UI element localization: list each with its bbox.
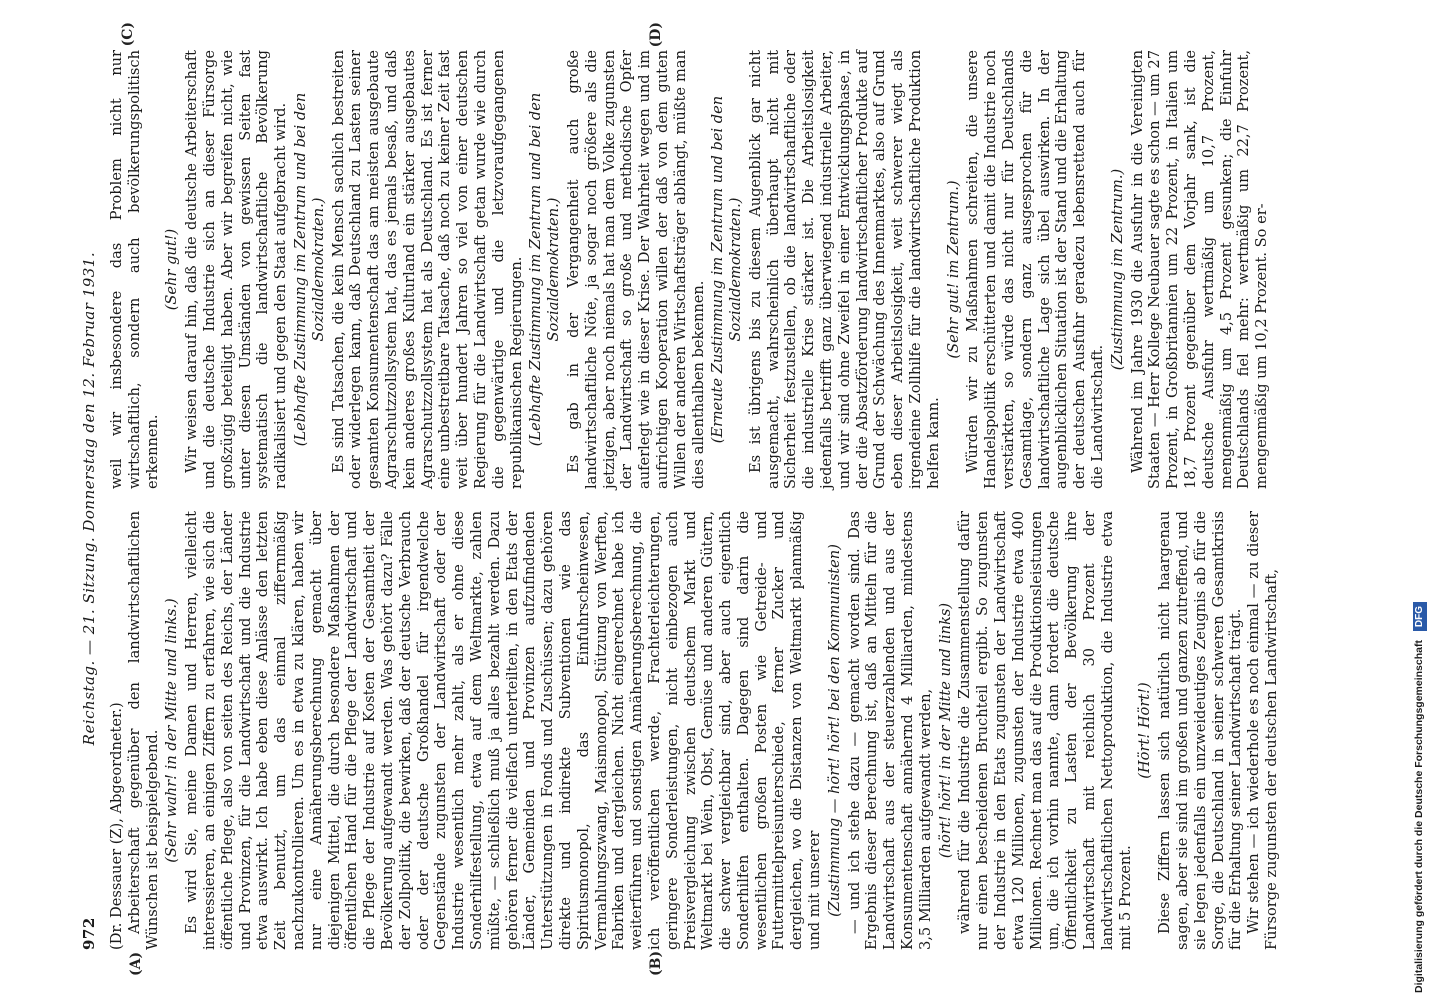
paragraph: Es gab in der Vergangenheit auch große landwirtschaftliche Nöte, ja sogar noch größere als die jetzigen, aber noch niemals hat man dem Volke zugunsten der Landwirtschaft so große und methodische Opfer auferlegt wie in dieser Krise. Der Wahrheit wegen und im aufrichtigen Kooperation willen der daß von dem guten Willen der anderen Wirtschaftsträger abhängt, müßte man dies allenthalben bekennen. <box>564 50 707 489</box>
interjection: (Sehr gut! im Zentrum.) <box>944 180 962 359</box>
paragraph: Arbeiterschaft gegenüber den landwirtschaftlichen Wünschen ist beispielgebend. <box>125 511 161 950</box>
session-title: Reichstag. — 21. Sitzung. Donnerstag den 12. Februar 1931. <box>80 251 98 746</box>
paragraph: — und ich stehe dazu — gemacht worden sind. Das Ergebnis dieser Berechnung ist, daß an Mitteln für die Landwirtschaft aus der steuerzahlenden und aus der Konsumentenschaft annähernd 4 Milliarden, mindestens 3,5 Milliarden aufgewandt werden, <box>845 511 934 950</box>
paragraph: Wir weisen darauf hin, daß die deutsche Arbeiterschaft und die deutsche Industrie sich an dieser Fürsorge großzügig beteiligt haben. Aber wir begreifen nicht, wie unter diesen Umständen von gewissen Seiten fast systematisch die landwirtschaftliche Bevölkerung radikalisiert und gegen den Staat aufgebracht wird. <box>183 50 290 489</box>
paragraph: Es sind Tatsachen, die kein Mensch sachlich bestreiten oder widerlegen kann, daß Deutschland zu Lasten seiner gesamten Konsumentenschaft das am meisten ausgebaute Agrarschutzzollsystem hat, das es jemals besaß, und daß kein anderes großes Kulturland ein stärker ausgebautes Agrarschutzzollsystem hat als Deutschland. Es ist ferner eine unbestreitbare Tatsache, daß noch zu keiner Zeit fast weit über hundert Jahren so viel von einer deutschen Regierung für die Landwirtschaft getan wurde wie durch die gegenwärtige und die letzvoraufgegangenen republikanischen Regierungen. <box>329 50 525 489</box>
paragraph: Während im Jahre 1930 die Ausfuhr in die Vereinigten Staaten — Herr Kollege Neubauer sagte es schon — um 27 Prozent, in Großbritannien um 22 Prozent, in Italien um 18,7 Prozent gegenüber dem Vorjahr sank, ist die deutsche Ausfuhr wertmäßig um 10,7 Prozent, mengenmäßig um 4,5 Prozent gesunken; die Einfuhr Deutschlands fiel mehr: wertmäßig um 22,7 Prozent, mengenmäßig um 10,2 Prozent. So er- <box>1128 50 1271 489</box>
margin-marker-d: (D) <box>648 22 664 48</box>
page-header <box>80 50 102 950</box>
left-column <box>108 511 1313 976</box>
interjection: (Hört! Hört!) <box>1136 682 1154 779</box>
interjection: (Sehr gut!) <box>163 228 181 311</box>
right-column <box>108 22 1313 489</box>
interjection: (Lebhafte Zustimmung im Zentrum und bei den Sozialdemokraten.) <box>527 92 563 447</box>
interjection: (Lebhafte Zustimmung im Zentrum und bei den Sozialdemokraten.) <box>291 92 327 447</box>
interjection: (Zustimmung — hört! hört! bei den Kommunisten) <box>825 544 843 917</box>
paragraph: Es wird Sie, meine Damen und Herren, vielleicht interessieren, an einigen Ziffern zu erfahren, wie sich die öffentliche Pflege, also von seiten des Reichs, der Länder und Provinzen, für die Landwirtschaft und die Industrie etwa auswirkt. Ich habe eben diese Anlässe den letzten Zeit benutzt, um das einmal ziffernmäßig nachzukontrollieren. Um es in etwa zu klären, haben wir nur eine Annäherungsberechnung gemacht über diejenigen Mittel, die durch besondere Maßnahmen der öffentlichen Hand für die Pflege der Landwirtschaft und die Pflege der Industrie auf Kosten der Gesamtheit der Bevölkerung aufgewandt werden. Was gehört dazu? Fälle der Zollpolitik, die bewirken, daß der deutsche Verbrauch oder der deutsche Großhandel für irgendwelche Gegenstände zugunsten der Landwirtschaft oder der Industrie wesentlich mehr zahlt, als er ohne diese Sonderhilfestellung, etwa auf dem Weltmarkte, zahlen müßte, — schließlich muß ja alles bezahlt werden. Dazu gehören ferner die vielfach unterteilten, in den Etats der Länder, Gemeinden und Provinzen aufzufindenden Unterstützungen in Fonds und Zuschüssen; dazu gehören direkte und indirekte Subventionen wie das Spiritusmonopol, das Einfuhrscheinwesen, Vermahlungszwang, Maismonopol, Stützung von Werften, Fabriken und dergleichen. Nicht eingerechnet habe ich weiterführen und sonstigen Annäherungsberechnung, die ich veröffentlichen werde, Frachterleichterungen, geringere Sonderleistungen, nicht einbezogen auch Preisvergleichung zwischen deutschem Markt und Weltmarkt bei Wein, Obst, Gemüse und anderen Gütern, die schwer vergleichbar sind, aber auch eigentlich Sonderhilfen enthalten. Dagegen sind darin die wesentlichen großen Posten wie Getreide- und Futtermittelpreisunterschiede, ferner Zucker und dergleichen, wo die Distanzen von Weltmarkt planmäßig und mit unserer <box>183 511 824 950</box>
interjection: (Zustimmung im Zentrum.) <box>1108 168 1126 371</box>
margin-marker-c: (C) <box>120 22 136 47</box>
interjection: (Sehr wahr! in der Mitte und links.) <box>163 598 181 863</box>
funder-text: Digitalisierung gefördert durch die Deutsche Forschungsgemeinschaft <box>1413 640 1425 993</box>
paragraph: Würden wir zu Maßnahmen schreiten, die unsere Handelspolitik erschütterten und damit die Industrie noch verstärkten, so würde das nicht nur für Deutschlands Gesamtlage, sondern ganz ausgesprochen für die landwirtschaftliche Lage sich übel auswirken. In der augenblicklichen Situation ist der Stand und die Erhaltung der deutschen Ausfuhr geradezu lebensrettend auch für die Landwirtschaft. <box>964 50 1107 489</box>
rotated-page <box>80 22 1340 976</box>
margin-marker-a: (A) <box>128 951 144 976</box>
paragraph: weil wir insbesondere das Problem nicht nur wirtschaftlich, sondern auch bevölkerungspolitisch erkennen. <box>108 50 161 489</box>
page-number: 972 <box>80 917 98 950</box>
paragraph: Diese Ziffern lassen sich natürlich nicht haargenau sagen, aber sie sind im großen und ganzen zutreffend, und sie legen jedenfalls ein unzweideutiges Zeugnis ab für die Sorge, die Deutschland in seiner schweren Gesamtkrisis für die Erhaltung seiner Landwirtschaft trägt. <box>1156 511 1245 950</box>
speaker-line: (Dr. Dessauer (Z), Abgeordneter.) <box>108 702 125 950</box>
interjection: (hört! hört! in der Mitte und links) <box>936 602 954 859</box>
margin-marker-b: (B) <box>648 950 664 976</box>
dfg-logo: DFG <box>1413 602 1427 631</box>
paragraph: Es ist übrigens bis zu diesem Augenblick gar nicht ausgemacht, wahrscheinlich überhaupt nicht mit Sicherheit festzustellen, ob die landwirtschaftliche oder die industrielle Krise stärker ist. Die Arbeitslosigkeit jedenfalls betrifft ganz überwiegend industrielle Arbeiter, und wir sind ohne Zweifel in einer Entwicklungsphase, in der die Absatzförderung landwirtschaftlicher Produkte auf Grund der Schwächung des Innenmarktes, also auf Grund eben dieser Arbeitslosigkeit, weit schwerer wiegt als irgendeine Zollhilfe für die landwirtschaftliche Produktion helfen kann. <box>746 50 942 489</box>
interjection: (Erneute Zustimmung im Zentrum und bei den Sozialdemokraten.) <box>709 95 745 444</box>
funder-note <box>1408 8 1430 993</box>
text-columns <box>108 22 1313 976</box>
paragraph: Wir stehen — ich wiederhole es noch einmal — zu dieser Fürsorge zugunsten der deutschen Landwirtschaft, <box>1245 511 1280 950</box>
paragraph: während für die Industrie die Zusammenstellung dafür nur einen bescheidenen Bruchteil ergibt. So zugunsten der Industrie in den Etats zugunsten der Landwirtschaft etwa 120 Millionen, zugunsten der Industrie etwa 400 Millionen. Rechnet man das auf die Produktionsleistungen um, die ich vorhin nannte, dann fordert die deutsche Öffentlichkeit zu Lasten der Bevölkerung ihre Landwirtschaft mit reichlich 30 Prozent der landwirtschaftlichen Nettoproduktion, die Industrie etwa mit 5 Prozent. <box>956 511 1134 950</box>
